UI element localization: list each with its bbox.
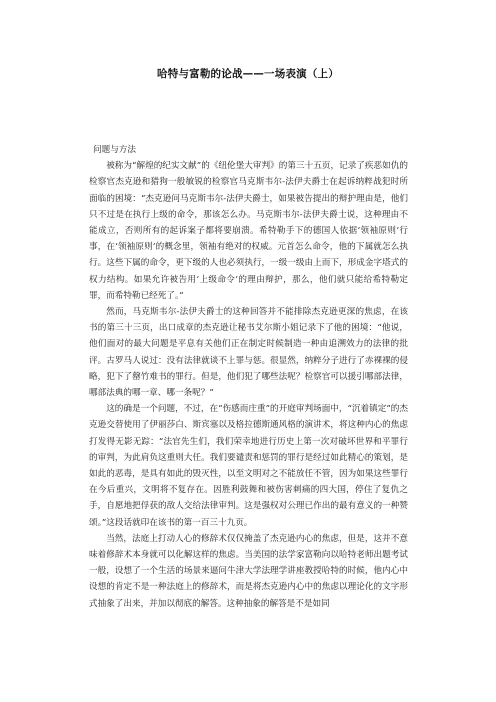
document-title: 哈特与富勒的论战——一场表演（上） [157,68,339,80]
paragraph: 当然，法庭上打动人心的修辞术仅仅掩盖了杰克逊内心的焦虑，但是，这并不意味着修辞术本身就可以化解这样的焦虑。当美国的法学家富勒向以哈特老师出题考试一般，设想了一个生活的场景来逼问牛津大学法理学讲座教授哈特的时候，他内心中设想的肯定不是一种法庭上的修辞术，而是将杰克逊内心中的焦虑以理论化的文字形式抽象了出来，并加以彻底的解答。这种抽象的解答是不是如同 [89,533,408,609]
paragraph: 然而，马克斯韦尔-法伊夫爵士的这种回答并不能排除杰克逊更深的焦虑，在该书的第三十三页，出口成章的杰克逊让秘书艾尔斯小姐记录下了他的困境：“他说，他们面对的最大问题是平息有关他们正在制定时候制造一种由追溯效力的法律的批评。古罗马人说过：没有法律就谈不上罪与惩。很显然，纳粹分子进行了赤裸裸的侵略，犯下了罄竹难书的罪行。但是，他们犯了哪些法呢？检察官可以援引哪部法律，哪部法典的哪一章、哪一条呢？” [89,307,408,399]
section-heading: 问题与方法 [93,145,136,155]
paragraph: 这的确是一个问题，不过，在“伤感而庄重”的开庭审判场面中，“沉着镇定”的杰克逊交替使用了伊丽莎白、斯宾塞以及格拉德斯通风格的演讲术，将这种内心的焦虑打发得无影无踪：“法官先生们，我们荣幸地进行历史上第一次对破坏世界和平罪行的审判，为此肩负这重则大任。我们要谴责和惩罚的罪行是经过如此精心的策划，是如此的恶毒，是具有如此的毁灭性，以至文明对之不能放任不管，因为如果这些罪行在今后重兴，文明将不复存在。因胜利鼓舞和被伤害刺痛的四大国，停住了复仇之手，自愿地把俘获的敌人交给法律审判。这是强权对公理已作出的最有意义的一种赞颂。”这段话就印在该书的第一百三十九页。 [89,404,408,528]
document-body [89,142,408,612]
paragraph: 被称为“解煌的纪实文献”的《纽伦堡大审判》的第三十五页，记录了疾恶如仇的检察官杰克逊和猎狗一般敏锐的检察官马克斯韦尔-法伊夫爵士在起诉纳粹战犯时所面临的困境：“杰克逊问马克斯韦尔-法伊夫爵士，如果被告提出的辩护理由是，他们只不过是在执行上级的命令，那该怎么办。马克斯韦尔-法伊夫爵士说，这种理由不能成立，否则所有的起诉案子都将要崩溃。希特勒手下的德国人依据‘领袖原则’行事，在‘领袖原则’的概念里，领袖有绝对的权威。元首怎么命令，他的下属就怎么执行。这些下属的命令，更下级的人也必须执行，一级一级由上而下，形成金字塔式的权力结构。如果允许被告用‘上级命令’的理由辩护，那么，他们就只能给希特勒定罪，而希特勒已经死了。” [89,161,408,301]
